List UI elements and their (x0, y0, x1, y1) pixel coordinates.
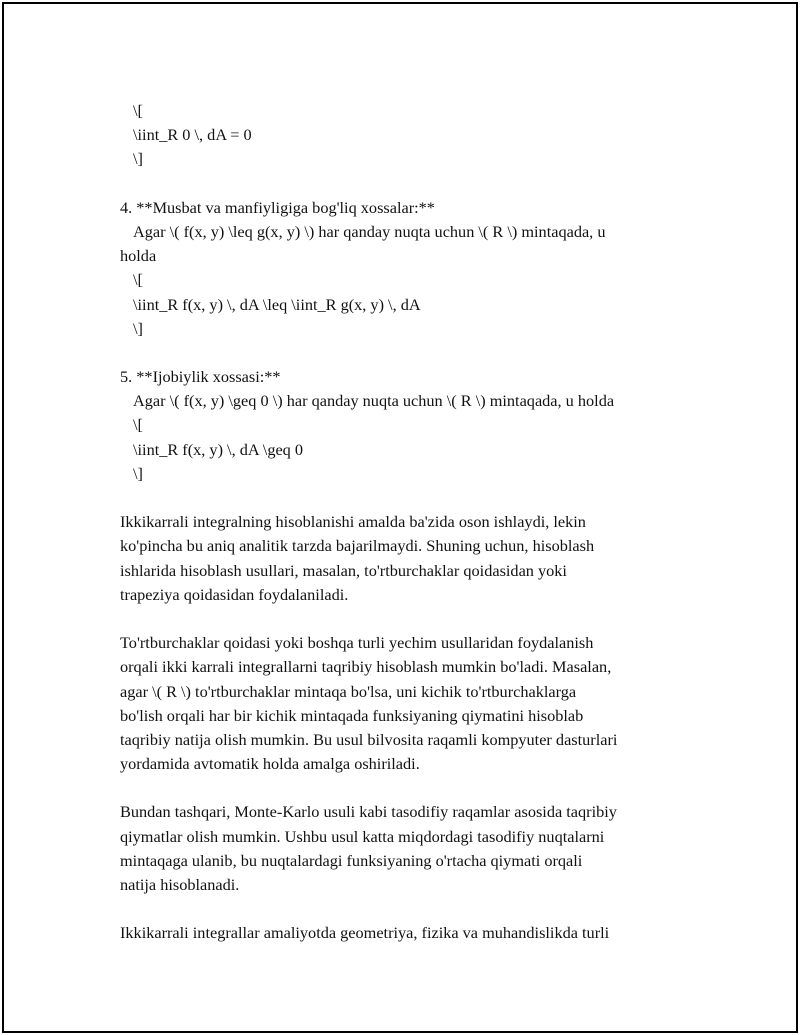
spacer (120, 341, 680, 365)
spacer (120, 607, 680, 631)
display-math-close: \] (133, 463, 143, 483)
spacer (120, 486, 680, 510)
paragraph-line: yordamida avtomatik holda amalga oshiriladi. (120, 754, 420, 774)
display-math-close: \] (133, 149, 143, 169)
paragraph-line: Ikkikarrali integrallar amaliyotda geometriya, fizika va muhandislikda turli (120, 923, 610, 943)
item-4-text-continued: holda (120, 246, 157, 266)
spacer (120, 172, 680, 196)
item-5-text: Agar \( f(x, y) \geq 0 \) har qanday nuqta uchun \( R \) mintaqada, u holda (133, 391, 615, 411)
document-page (2, 2, 798, 1033)
display-math-formula: \iint_R f(x, y) \, dA \leq \iint_R g(x, y) \, dA (133, 294, 421, 314)
item-4-heading: 4. **Musbat va manfiyligiga bog'liq xossalar:** (120, 197, 435, 217)
paragraph-1 (120, 510, 680, 607)
paragraph-line: ko'pincha bu aniq analitik tarzda bajarilmaydi. Shuning uchun, hisoblash (120, 536, 595, 556)
display-math-close: \] (133, 318, 143, 338)
spacer (120, 776, 680, 800)
paragraph-line: taqribiy natija olish mumkin. Bu usul bilvosita raqamli kompyuter dasturlari (120, 729, 618, 749)
paragraph-line: To'rtburchaklar qoidasi yoki boshqa turli yechim usullaridan foydalanish (120, 633, 594, 653)
paragraph-line: trapeziya qoidasidan foydalaniladi. (120, 584, 349, 604)
paragraph-4 (120, 921, 680, 945)
paragraph-line: bo'lish orqali har bir kichik mintaqada funksiyaning qiymatini hisoblab (120, 705, 584, 725)
spacer (120, 897, 680, 921)
paragraph-line: agar \( R \) to'rtburchaklar mintaqa bo'lsa, uni kichik to'rtburchaklarga (120, 681, 577, 701)
paragraph-line: mintaqaga ulanib, bu nuqtalardagi funksiyaning o'rtacha qiymati orqali (120, 850, 583, 870)
display-math-open: \[ (133, 101, 143, 120)
paragraph-line: orqali ikki karrali integrallarni taqribiy hisoblash mumkin bo'ladi. Masalan, (120, 657, 612, 677)
display-math-formula: \iint_R f(x, y) \, dA \geq 0 (133, 439, 304, 459)
paragraph-line: qiymatlar olish mumkin. Ushbu usul katta miqdordagi tasodifiy nuqtalarni (120, 826, 605, 846)
display-math-open: \[ (133, 415, 143, 435)
paragraph-2 (120, 631, 680, 776)
display-math-formula: \iint_R 0 \, dA = 0 (133, 125, 252, 145)
paragraph-line: natija hisoblanadi. (120, 875, 240, 894)
paragraph-3 (120, 800, 680, 897)
paragraph-line: Bundan tashqari, Monte-Karlo usuli kabi tasodifiy raqamlar asosida taqribiy (120, 802, 617, 822)
paragraph-line: ishlarida hisoblash usullari, masalan, to'rtburchaklar qoidasidan yoki (120, 560, 567, 580)
display-math-open: \[ (133, 270, 143, 290)
item-4-text: Agar \( f(x, y) \leq g(x, y) \) har qanday nuqta uchun \( R \) mintaqada, u (133, 221, 606, 241)
paragraph-line: Ikkikarrali integralning hisoblanishi amalda ba'zida oson ishlaydi, lekin (120, 512, 586, 532)
document-body (120, 99, 680, 946)
item-5-heading: 5. **Ijobiylik xossasi:** (120, 367, 281, 387)
